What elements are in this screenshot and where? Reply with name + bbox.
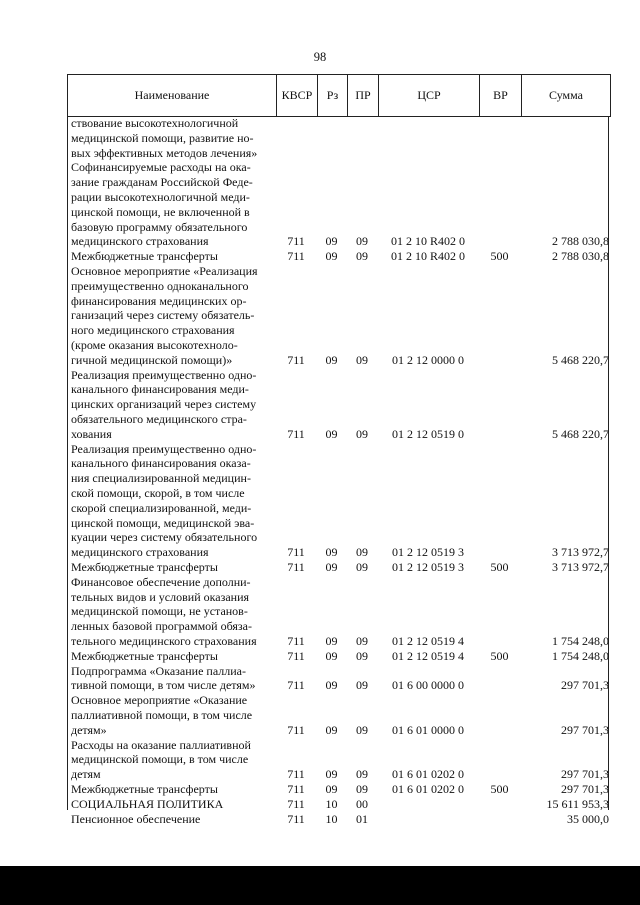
row-kvsr: 711: [287, 545, 305, 560]
row-name-line: медицинского страхования: [71, 234, 209, 249]
column-header-pr: ПР: [348, 75, 379, 117]
row-name-line: медицинского страхования: [71, 545, 209, 560]
table-row: [0, 442, 640, 560]
row-name-line: детям: [71, 767, 101, 782]
row-pr: 09: [356, 767, 368, 782]
row-name-line: ного медицинского страхования: [71, 323, 235, 338]
row-name-line: ствование высокотехнологичной: [71, 116, 239, 130]
row-kvsr: 711: [287, 249, 305, 264]
row-csr: 01 6 01 0202 0: [392, 781, 464, 796]
row-pr: 09: [356, 633, 368, 648]
table-row: [0, 116, 640, 160]
row-pr: 09: [356, 545, 368, 560]
column-header-kvsr: КВСР: [277, 75, 318, 117]
row-vr: 500: [490, 559, 509, 574]
row-name: [71, 664, 267, 694]
row-name-line: цинской помощи, не включенной в: [71, 204, 250, 219]
table-row: [0, 738, 640, 782]
table-header: [67, 74, 611, 117]
row-name-line: Расходы на оказание паллиативной: [71, 737, 251, 752]
row-name-line: ской помощи, скорой, в том числе: [71, 485, 245, 500]
row-kvsr: 711: [287, 796, 305, 811]
row-name: [71, 160, 267, 249]
row-name: [71, 797, 267, 812]
row-sum: 35 000,0: [567, 811, 609, 826]
row-sum: 2 788 030,8: [552, 249, 609, 264]
row-rz: 09: [325, 722, 338, 737]
row-name: [71, 264, 267, 368]
row-name-line: СОЦИАЛЬНАЯ ПОЛИТИКА: [71, 796, 224, 811]
row-rz: 09: [325, 559, 338, 574]
row-name: [71, 560, 267, 575]
row-sum: 1 754 248,0: [552, 633, 609, 648]
row-name-line: гичной медицинской помощи)»: [71, 352, 233, 367]
table-row: [0, 575, 640, 649]
row-name-line: ленных базовой программой обяза-: [71, 619, 252, 634]
table-row: [0, 664, 640, 694]
row-pr: 01: [356, 811, 368, 826]
table-row: [0, 368, 640, 442]
row-rz: 09: [325, 426, 338, 441]
row-sum: 297 701,3: [561, 678, 609, 693]
row-name-line: Реализация преимущественно одно-: [71, 441, 257, 456]
row-name: [71, 575, 267, 649]
row-kvsr: 711: [287, 426, 305, 441]
row-kvsr: 711: [287, 767, 305, 782]
row-name-line: куации через систему обязательного: [71, 530, 258, 545]
row-pr: 09: [356, 722, 368, 737]
row-name-line: цинских организаций через систему: [71, 397, 257, 412]
table-row: [0, 649, 640, 664]
table-row: [0, 797, 640, 812]
row-csr: 01 2 10 R402 0: [390, 234, 465, 249]
row-sum: 5 468 220,7: [552, 352, 609, 367]
row-sum: 1 754 248,0: [552, 648, 609, 663]
scan-bottom-edge: [0, 866, 640, 905]
row-name-line: Подпрограмма «Оказание паллиа-: [71, 663, 246, 678]
row-name: [71, 368, 267, 442]
row-name-line: преимущественно одноканального: [71, 278, 249, 293]
row-name-line: финансирования медицинских ор-: [71, 293, 247, 308]
table-row: [0, 812, 640, 827]
row-csr: 01 6 01 0000 0: [392, 722, 464, 737]
row-kvsr: 711: [287, 722, 305, 737]
row-sum: 2 788 030,8: [552, 234, 609, 249]
row-name-line: Основное мероприятие «Реализация: [71, 263, 258, 278]
row-pr: 09: [356, 559, 368, 574]
row-rz: 09: [325, 234, 338, 249]
row-name-line: рации высокотехнологичной меди-: [71, 189, 250, 204]
row-pr: 09: [356, 234, 368, 249]
row-csr: 01 2 12 0519 3: [392, 545, 464, 560]
row-csr: 01 2 10 R402 0: [390, 249, 465, 264]
row-kvsr: 711: [287, 633, 305, 648]
row-name-line: Межбюджетные трансферты: [71, 648, 218, 663]
table-row: [0, 264, 640, 368]
row-name-line: Софинансируемые расходы на ока-: [71, 160, 251, 175]
row-name: [71, 442, 267, 560]
row-name-line: медицинской помощи, не установ-: [71, 604, 248, 619]
row-pr: 09: [356, 249, 368, 264]
row-name-line: Межбюджетные трансферты: [71, 249, 218, 264]
row-name-line: базовую программу обязательного: [71, 219, 248, 234]
row-sum: 15 611 953,3: [546, 796, 609, 811]
row-name-line: скорой специализированной, меди-: [71, 500, 252, 515]
row-name-line: паллиативной помощи, в том числе: [71, 707, 253, 722]
table-row: [0, 249, 640, 264]
row-sum: 3 713 972,7: [552, 559, 609, 574]
row-sum: 5 468 220,7: [552, 426, 609, 441]
row-kvsr: 711: [287, 559, 305, 574]
row-kvsr: 711: [287, 781, 305, 796]
row-name-line: ния специализированной медицин-: [71, 471, 251, 486]
column-header-sum: Сумма: [522, 75, 611, 117]
row-csr: 01 6 00 0000 0: [392, 678, 464, 693]
row-name-line: тивной помощи, в том числе детям»: [71, 678, 256, 693]
row-rz: 10: [325, 796, 338, 811]
row-name-line: детям»: [71, 722, 107, 737]
row-name-line: хования: [71, 426, 112, 441]
row-name-line: Основное мероприятие «Оказание: [71, 693, 248, 708]
page-number: 98: [313, 50, 327, 64]
row-rz: 09: [325, 545, 338, 560]
row-name-line: Реализация преимущественно одно-: [71, 367, 257, 382]
row-sum: 3 713 972,7: [552, 545, 609, 560]
row-name-line: ганизаций через систему обязатель-: [71, 308, 255, 323]
row-kvsr: 711: [287, 648, 305, 663]
row-csr: 01 2 12 0519 0: [392, 426, 464, 441]
row-name: [71, 782, 267, 797]
row-pr: 09: [356, 352, 368, 367]
table-row: [0, 160, 640, 249]
row-pr: 09: [356, 781, 368, 796]
row-vr: 500: [490, 781, 509, 796]
row-sum: 297 701,3: [561, 781, 609, 796]
row-vr: 500: [490, 648, 509, 663]
row-name-line: (кроме оказания высокотехноло-: [71, 337, 238, 352]
row-rz: 09: [325, 648, 338, 663]
row-rz: 09: [325, 678, 338, 693]
row-rz: 09: [325, 767, 338, 782]
row-rz: 09: [325, 249, 338, 264]
row-csr: 01 2 12 0519 4: [392, 648, 464, 663]
row-kvsr: 711: [287, 678, 305, 693]
row-name: [71, 649, 267, 664]
row-name-line: обязательного медицинского стра-: [71, 411, 247, 426]
row-csr: 01 2 12 0519 4: [392, 633, 464, 648]
row-csr: 01 6 01 0202 0: [392, 767, 464, 782]
row-name-line: канального финансирования оказа-: [71, 456, 251, 471]
row-name: [71, 693, 267, 737]
row-csr: 01 2 12 0519 3: [392, 559, 464, 574]
column-header-name: Наименование: [68, 75, 277, 117]
row-sum: 297 701,3: [561, 767, 609, 782]
row-kvsr: 711: [287, 234, 305, 249]
table-body: [0, 116, 640, 826]
row-kvsr: 711: [287, 811, 305, 826]
table-row: [0, 693, 640, 737]
table-row: [0, 782, 640, 797]
row-name-line: тельного медицинского страхования: [71, 633, 257, 648]
column-header-csr: ЦСР: [379, 75, 480, 117]
column-header-vr: ВР: [480, 75, 522, 117]
row-name: [71, 116, 267, 160]
table-row: [0, 560, 640, 575]
row-name-line: канального финансирования меди-: [71, 382, 249, 397]
row-name-line: зание гражданам Российской Феде-: [71, 175, 253, 190]
row-rz: 10: [325, 811, 338, 826]
row-name-line: вых эффективных методов лечения»: [71, 145, 258, 160]
row-name-line: Пенсионное обеспечение: [71, 811, 201, 826]
row-pr: 09: [356, 426, 368, 441]
row-rz: 09: [325, 352, 338, 367]
row-rz: 09: [325, 633, 338, 648]
row-pr: 09: [356, 678, 368, 693]
row-sum: 297 701,3: [561, 722, 609, 737]
row-name: [71, 738, 267, 782]
row-name-line: медицинской помощи, в том числе: [71, 752, 249, 767]
row-name: [71, 249, 267, 264]
row-pr: 09: [356, 648, 368, 663]
row-name-line: Финансовое обеспечение дополни-: [71, 574, 251, 589]
row-name-line: Межбюджетные трансферты: [71, 781, 218, 796]
row-pr: 00: [356, 796, 368, 811]
row-vr: 500: [490, 249, 509, 264]
row-name-line: Межбюджетные трансферты: [71, 559, 218, 574]
row-kvsr: 711: [287, 352, 305, 367]
row-rz: 09: [325, 781, 338, 796]
column-header-rz: Рз: [318, 75, 348, 117]
row-name: [71, 812, 267, 827]
row-name-line: цинской помощи, медицинской эва-: [71, 515, 255, 530]
row-name-line: тельных видов и условий оказания: [71, 589, 250, 604]
row-csr: 01 2 12 0000 0: [392, 352, 464, 367]
row-name-line: медицинской помощи, развитие но-: [71, 130, 254, 145]
